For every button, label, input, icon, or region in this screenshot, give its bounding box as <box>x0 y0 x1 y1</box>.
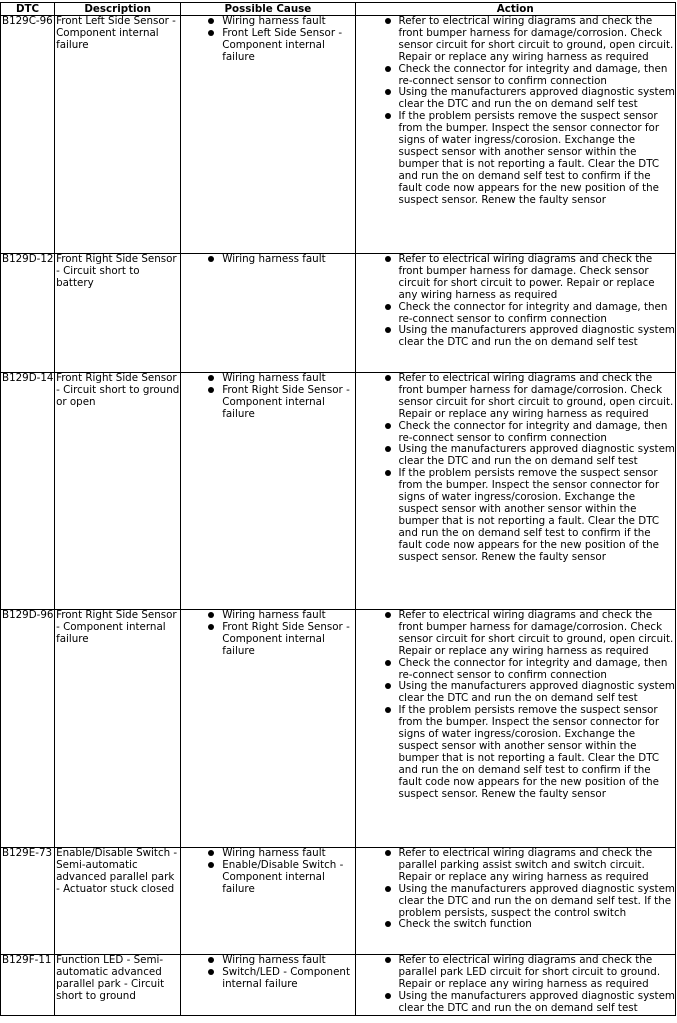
action-item <box>357 373 676 421</box>
bullet-icon <box>385 66 391 72</box>
action-text: Check the switch function <box>398 918 532 931</box>
action-text: If the problem persists remove the suspect sensor from the bumper. Inspect the sensor connector for signs of water ingress/corosion. Exchange the suspect sensor with another sensor within the bumper that is not reporting a fault. Clear the DTC and run the on demand self test to confirm if the fault code now appears for the new position of the suspect sensor. Renew the faulty sensor <box>398 467 660 563</box>
action-text: Using the manufacturers approved diagnostic system clear the DTC and run the on demand self test. If the problem persists, suspect the control switch <box>398 882 675 919</box>
action-item <box>357 87 676 111</box>
action-cell <box>355 848 676 955</box>
cause-item <box>182 28 354 64</box>
action-item <box>357 681 676 705</box>
action-item <box>357 610 676 658</box>
action-text: Refer to electrical wiring diagrams and check the front bumper harness for damage/corrosion. Check sensor circuit for short circuit to ground, open circuit. Repair or replace any wiring harness as required <box>398 609 674 657</box>
action-cell <box>355 254 676 373</box>
action-item <box>357 955 676 991</box>
action-text: Refer to electrical wiring diagrams and check the front bumper harness for damage. Check sensor circuit for short circuit to power. Repair or replace any wiring harness as required <box>398 253 655 301</box>
cause-list <box>182 848 354 896</box>
action-item <box>357 848 676 884</box>
action-item <box>357 991 676 1015</box>
bullet-icon <box>208 862 214 868</box>
table-row <box>1 610 676 848</box>
action-text: Check the connector for integrity and damage, then re-connect sensor to confirm connection <box>398 419 668 444</box>
action-item <box>357 705 676 800</box>
header-action: Action <box>355 3 676 16</box>
bullet-icon <box>385 89 391 95</box>
action-item <box>357 111 676 206</box>
header-dtc: DTC <box>1 3 55 16</box>
bullet-icon <box>385 423 391 429</box>
action-item <box>357 325 676 349</box>
cause-text: Wiring harness fault <box>222 15 326 27</box>
action-list <box>357 848 676 931</box>
dtc-description: Front Left Side Sensor - Component internal failure <box>55 16 181 254</box>
possible-cause-cell <box>181 955 355 1016</box>
cause-item <box>182 622 354 658</box>
action-cell <box>355 955 676 1016</box>
cause-item <box>182 385 354 421</box>
cause-list <box>182 16 354 64</box>
bullet-icon <box>208 387 214 393</box>
cause-text: Front Right Side Sensor - Component internal failure <box>222 383 350 420</box>
bullet-icon <box>208 969 214 975</box>
action-text: If the problem persists remove the suspect sensor from the bumper. Inspect the sensor connector for signs of water ingress/corosion. Exchange the suspect sensor with another sensor within the bumper that is not reporting a fault. Clear the DTC and run the on demand self test to confirm if the fault code now appears for the new position of the suspect sensor. Renew the faulty sensor <box>398 110 660 206</box>
bullet-icon <box>208 375 214 381</box>
cause-text: Front Right Side Sensor - Component internal failure <box>222 620 350 657</box>
table-row <box>1 16 676 254</box>
action-list <box>357 373 676 564</box>
action-text: Refer to electrical wiring diagrams and check the front bumper harness for damage/corrosion. Check sensor circuit for short circuit to ground, open circuit. Repair or replace any wiring harness as required <box>398 15 674 63</box>
table-row <box>1 254 676 373</box>
bullet-icon <box>208 624 214 630</box>
action-item <box>357 64 676 88</box>
bullet-icon <box>385 256 391 262</box>
bullet-icon <box>385 683 391 689</box>
cause-text: Switch/LED - Component internal failure <box>222 965 350 990</box>
dtc-description: Front Right Side Sensor - Circuit short to ground or open <box>55 373 181 610</box>
dtc-description: Front Right Side Sensor - Circuit short to battery <box>55 254 181 373</box>
action-cell <box>355 16 676 254</box>
bullet-icon <box>385 612 391 618</box>
possible-cause-cell <box>181 610 355 848</box>
bullet-icon <box>208 957 214 963</box>
dtc-description: Enable/Disable Switch - Semi-automatic advanced parallel park - Actuator stuck closed <box>55 848 181 955</box>
action-list <box>357 955 676 1015</box>
action-list <box>357 610 676 801</box>
action-text: Check the connector for integrity and damage, then re-connect sensor to confirm connection <box>398 62 668 87</box>
action-item <box>357 884 676 920</box>
bullet-icon <box>385 707 391 713</box>
bullet-icon <box>385 446 391 452</box>
cause-text: Wiring harness fault <box>222 847 326 859</box>
action-list <box>357 16 676 207</box>
cause-text: Wiring harness fault <box>222 609 326 621</box>
cause-text: Wiring harness fault <box>222 372 326 384</box>
action-text: Check the connector for integrity and damage, then re-connect sensor to confirm connection <box>398 656 668 681</box>
table-header-row <box>1 3 676 16</box>
cause-list <box>182 610 354 658</box>
cause-item <box>182 254 354 266</box>
action-text: Using the manufacturers approved diagnostic system clear the DTC and run the on demand self test <box>398 443 675 468</box>
bullet-icon <box>385 113 391 119</box>
dtc-code: B129E-73 <box>1 848 55 955</box>
dtc-code: B129F-11 <box>1 955 55 1016</box>
header-description: Description <box>55 3 181 16</box>
dtc-code: B129D-12 <box>1 254 55 373</box>
bullet-icon <box>385 660 391 666</box>
cause-text: Enable/Disable Switch - Component internal failure <box>222 858 344 895</box>
action-item <box>357 254 676 302</box>
table-row <box>1 373 676 610</box>
header-possible-cause: Possible Cause <box>181 3 355 16</box>
bullet-icon <box>385 921 391 927</box>
action-item <box>357 16 676 64</box>
bullet-icon <box>385 18 391 24</box>
action-text: If the problem persists remove the suspect sensor from the bumper. Inspect the sensor connector for signs of water ingress/corosion. Exchange the suspect sensor with another sensor within the bumper that is not reporting a fault. Clear the DTC and run the on demand self test to confirm if the fault code now appears for the new position of the suspect sensor. Renew the faulty sensor <box>398 704 660 800</box>
action-item <box>357 919 676 931</box>
table-row <box>1 848 676 955</box>
possible-cause-cell <box>181 16 355 254</box>
dtc-code: B129C-96 <box>1 16 55 254</box>
action-text: Using the manufacturers approved diagnostic system clear the DTC and run the on demand self test <box>398 86 675 111</box>
bullet-icon <box>385 304 391 310</box>
action-list <box>357 254 676 349</box>
action-text: Using the manufacturers approved diagnostic system clear the DTC and run the on demand self test <box>398 680 675 705</box>
dtc-description: Function LED - Semi-automatic advanced parallel park - Circuit short to ground <box>55 955 181 1016</box>
dtc-code: B129D-14 <box>1 373 55 610</box>
possible-cause-cell <box>181 373 355 610</box>
bullet-icon <box>208 612 214 618</box>
action-item <box>357 421 676 445</box>
bullet-icon <box>385 850 391 856</box>
bullet-icon <box>385 375 391 381</box>
bullet-icon <box>208 256 214 262</box>
bullet-icon <box>385 957 391 963</box>
bullet-icon <box>385 886 391 892</box>
bullet-icon <box>385 993 391 999</box>
cause-list <box>182 955 354 991</box>
action-item <box>357 468 676 563</box>
dtc-description: Front Right Side Sensor - Component internal failure <box>55 610 181 848</box>
action-item <box>357 658 676 682</box>
possible-cause-cell <box>181 254 355 373</box>
cause-text: Wiring harness fault <box>222 954 326 966</box>
dtc-table <box>0 2 676 1016</box>
action-text: Refer to electrical wiring diagrams and check the front bumper harness for damage/corrosion. Check sensor circuit for short circuit to ground, open circuit. Repair or replace any wiring harness as required <box>398 372 674 420</box>
bullet-icon <box>208 18 214 24</box>
possible-cause-cell <box>181 848 355 955</box>
action-text: Using the manufacturers approved diagnostic system clear the DTC and run the on demand self test <box>398 324 675 349</box>
bullet-icon <box>385 470 391 476</box>
dtc-code: B129D-96 <box>1 610 55 848</box>
cause-item <box>182 967 354 991</box>
action-text: Refer to electrical wiring diagrams and check the parallel park LED circuit for short circuit to ground. Repair or replace any wiring harness as required <box>398 954 661 990</box>
action-item <box>357 444 676 468</box>
bullet-icon <box>385 327 391 333</box>
cause-text: Wiring harness fault <box>222 253 326 265</box>
cause-list <box>182 373 354 421</box>
cause-text: Front Left Side Sensor - Component internal failure <box>222 26 343 63</box>
action-text: Refer to electrical wiring diagrams and check the parallel parking assist switch and switch circuit. Repair or replace any wiring harness as required <box>398 847 653 883</box>
table-row <box>1 955 676 1016</box>
action-text: Using the manufacturers approved diagnostic system clear the DTC and run the on demand self test <box>398 989 675 1014</box>
action-cell <box>355 610 676 848</box>
cause-item <box>182 860 354 896</box>
action-item <box>357 302 676 326</box>
action-cell <box>355 373 676 610</box>
bullet-icon <box>208 30 214 36</box>
bullet-icon <box>208 850 214 856</box>
cause-list <box>182 254 354 266</box>
action-text: Check the connector for integrity and damage, then re-connect sensor to confirm connection <box>398 300 668 325</box>
